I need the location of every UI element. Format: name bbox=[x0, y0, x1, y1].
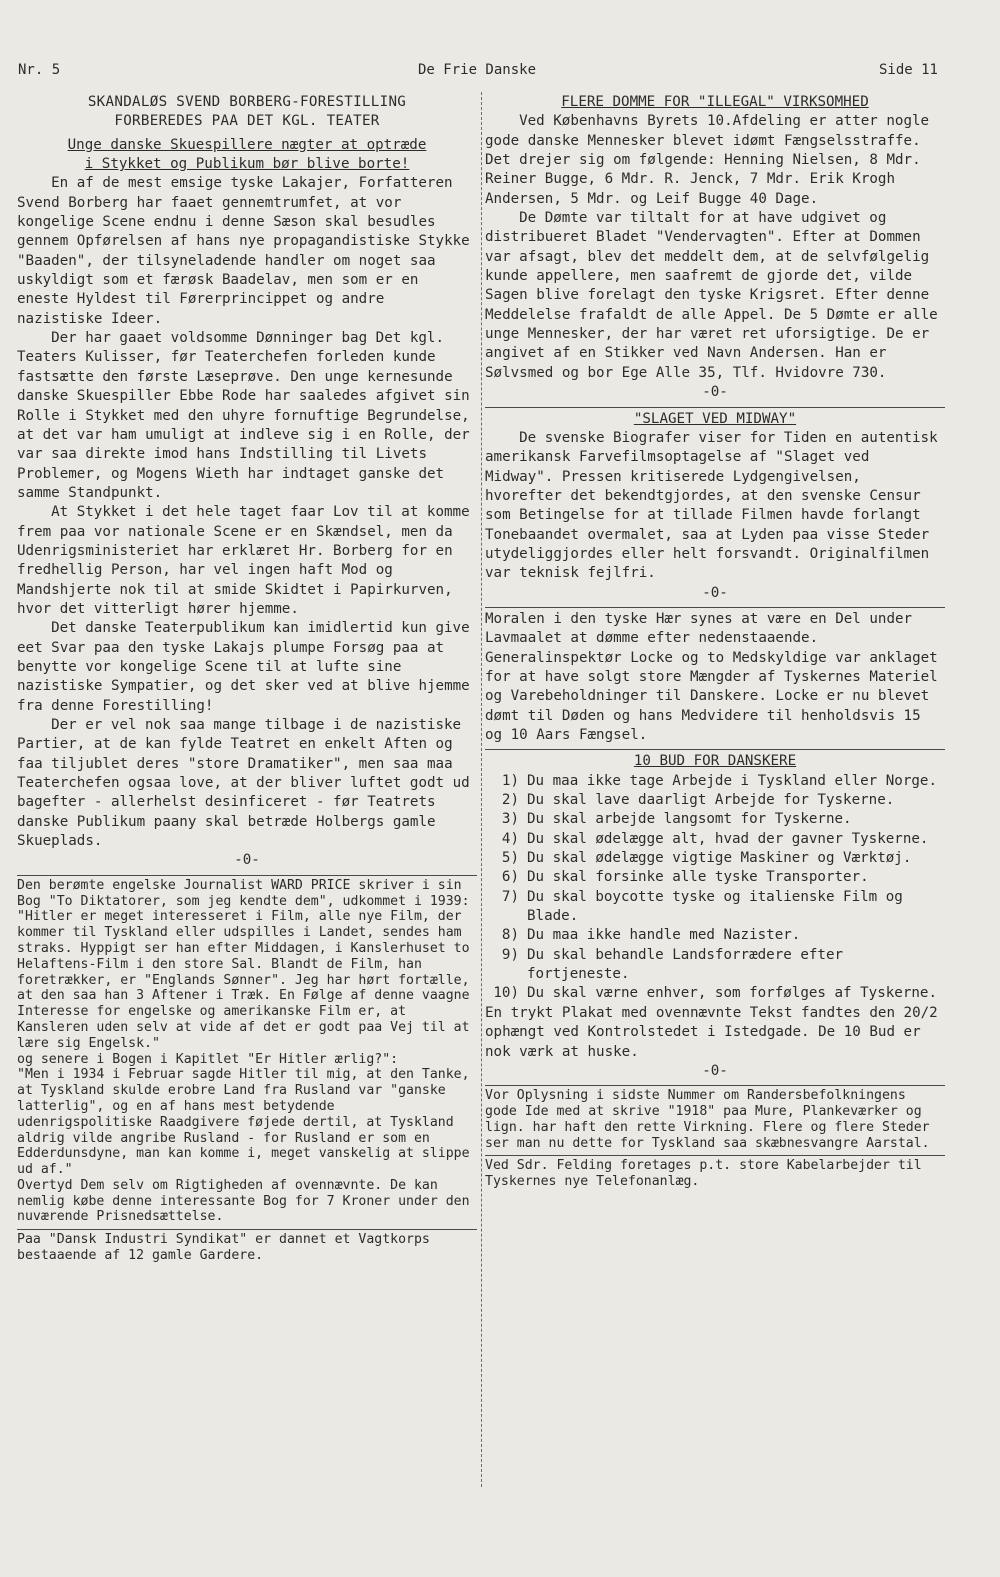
issue-number: Nr. 5 bbox=[18, 62, 61, 78]
borberg-sub-1: Unge danske Skuespillere nægter at optræde bbox=[67, 136, 427, 153]
page-number: Side 11 bbox=[878, 62, 938, 78]
bud-footer: En trykt Plakat med ovennævnte Tekst fandtes den 20/2 ophængt ved Kontrolstedet i Istedgade. De 10 Bud er nok værk at huske. bbox=[485, 1004, 938, 1060]
list-number: 1) bbox=[501, 772, 519, 789]
right-column bbox=[485, 93, 945, 1190]
list-number: 6) bbox=[501, 869, 519, 886]
ward-price-paragraph: og senere i Bogen i Kapitlet "Er Hitler ærlig?": bbox=[17, 1051, 399, 1067]
ward-price-paragraph: Overtyd Dem selv om Rigtigheden af ovennævnte. De kan nemlig købe denne interessante Bog for 7 Kroner under den nuværende Prisnedsættelse. bbox=[17, 1177, 470, 1225]
borberg-paragraph: Det danske Teaterpublikum kan imidlertid kun give eet Svar paa den tyske Lakajs plumpe Forsøg paa at benytte vor kongelige Scene til at lufte sine nazistiske Sympatier, og det sker ved at blive hjemme fra denne Forestilling! bbox=[17, 620, 470, 714]
list-text: Du skal arbejde langsomt for Tyskerne. bbox=[527, 811, 852, 828]
felding-notice bbox=[485, 1158, 945, 1190]
section-rule bbox=[485, 1155, 945, 1156]
list-text: Du skal værne enhver, som forfølges af Tyskerne. bbox=[527, 985, 937, 1002]
list-number: 9) bbox=[501, 946, 519, 963]
borberg-article bbox=[17, 93, 477, 871]
section-rule bbox=[17, 1229, 477, 1230]
moralen-article bbox=[485, 610, 945, 745]
column-divider bbox=[481, 92, 482, 1487]
section-rule bbox=[485, 607, 945, 608]
section-rule bbox=[17, 875, 477, 876]
bud-article bbox=[485, 752, 945, 1081]
vagtkorps-notice bbox=[17, 1232, 477, 1264]
felding-text: Ved Sdr. Felding foretages p.t. store Kabelarbejder til Tyskernes nye Telefonanlæg. bbox=[485, 1158, 922, 1190]
list-number: 3) bbox=[501, 811, 519, 828]
moralen-paragraph: Moralen i den tyske Hær synes at være en Del under Lavmaalet at dømme efter nedenstaaende. bbox=[485, 610, 913, 647]
list-item bbox=[485, 868, 945, 887]
list-text: Du skal ødelægge alt, hvad der gavner Tyskerne. bbox=[527, 830, 929, 847]
separator: -0- bbox=[702, 1062, 728, 1079]
vagtkorps-text: Paa "Dansk Industri Syndikat" er dannet et Vagtkorps bestaaende af 12 gamle Gardere. bbox=[17, 1232, 430, 1264]
borberg-headline-1: SKANDALØS SVEND BORBERG-FORESTILLING bbox=[87, 94, 407, 110]
list-number: 2) bbox=[501, 792, 519, 809]
section-rule bbox=[485, 407, 945, 408]
list-item bbox=[485, 926, 945, 945]
list-item bbox=[485, 946, 945, 985]
randers-notice bbox=[485, 1088, 945, 1151]
left-column bbox=[17, 93, 477, 1264]
midway-paragraph: De svenske Biografer viser for Tiden en autentisk amerikansk Farvefilmsoptagelse af "Slaget ved Midway". Pressen kritiserede Lydgengivelsen, hvorefter det bekendtgjordes, at den svenske Censur som Betingelse for at tillade Filmen havde forlangt Tonebaandet overmalet, saa at Lyden paa visse Steder utydeliggjordes eller helt forsvandt. Originalfilmen var teknisk fejlfri. bbox=[485, 429, 938, 582]
list-number: 7) bbox=[501, 888, 519, 905]
list-number: 4) bbox=[501, 830, 519, 847]
borberg-paragraph: En af de mest emsige tyske Lakajer, Forfatteren Svend Borberg har faaet gennemtrumfet, at vor kongelige Scene endnu i denne Sæson skal besudles gennem Opførelsen af hans nye propagandistiske Stykke "Baaden", der tilsyneladende handler om noget saa uskyldigt som et færøsk Baadelav, men som er en eneste Hyldest til Førerprincippet og andre nazistiske Ideer. bbox=[17, 175, 470, 327]
borberg-paragraph: Der har gaaet voldsomme Dønninger bag Det kgl. Teaters Kulisser, før Teaterchefen forleden kunde fastsætte den første Læseprøve. Den unge kernesunde danske Skuespiller Ebbe Rode har saaledes afgivet sin Rolle i Stykket med den uhyre fornuftige Begrundelse, at det var ham umuligt at indleve sig i en Rolle, der var saa direkte imod hans Indstilling til Livets Problemer, og Mogens Wieth har indtaget ganske det samme Standpunkt. bbox=[17, 330, 470, 501]
domme-title: FLERE DOMME FOR "ILLEGAL" VIRKSOMHED bbox=[561, 94, 869, 110]
list-text: Du maa ikke tage Arbejde i Tyskland eller Norge. bbox=[527, 772, 937, 789]
list-item bbox=[485, 810, 945, 829]
randers-text: Vor Oplysning i sidste Nummer om Randersbefolkningens gode Ide med at skrive "1918" paa Mure, Plankeværker og lign. har haft den rette Virkning. Flere og flere Steder ser man nu dette for Tyskland saa skæbnesvangre Aarstal. bbox=[485, 1088, 930, 1151]
ward-price-quote: "Hitler er meget interesseret i Film, alle nye Film, der kommer til Tyskland eller udspilles i Landet, sendes ham straks. Hyppigt ser han efter Middagen, i Kanslerhuset to Helaftens-Film i den store Sal. Blandt de Film, han foretrækker, er "Englands Sønner". Jeg har hørt fortælle, at den saa han 3 Aftener i Træk. En Følge af denne vaagne Interesse for engelske og amerikanske Film er, at Kansleren uden selv at vide af det er godt paa Vej til at lære sig Engelsk." bbox=[17, 909, 470, 1051]
bud-title: 10 BUD FOR DANSKERE bbox=[633, 753, 797, 770]
paper-name: De Frie Danske bbox=[418, 62, 537, 78]
list-item bbox=[485, 830, 945, 849]
section-rule bbox=[485, 749, 945, 750]
borberg-sub-2: i Stykket og Publikum bør blive borte! bbox=[84, 156, 410, 173]
list-item bbox=[485, 888, 945, 927]
list-number: 10) bbox=[493, 985, 519, 1002]
separator: -0- bbox=[702, 584, 728, 601]
separator: -0- bbox=[234, 852, 260, 869]
ward-price-quote: "Men i 1934 i Februar sagde Hitler til mig, at den Tanke, at Tyskland skulde erobre Land fra Rusland var "ganske latterlig", og en af hans mest betydende udenrigspolitiske Raadgivere føjede dertil, at Tyskland aldrig vilde angribe Rusland - for Rusland er som en Edderdunsdyne, man kan komme i, meget vanskelig at slippe ud af." bbox=[17, 1067, 470, 1178]
list-text: Du maa ikke handle med Nazister. bbox=[527, 927, 801, 944]
moralen-paragraph: Generalinspektør Locke og to Medskyldige var anklaget for at have solgt store Mængder af Tyskernes Materiel og Varebeholdninger til Danskere. Locke er nu blevet dømt til Døden og hans Medvidere til henholdsvis 15 og 10 Aars Fængsel. bbox=[485, 649, 938, 743]
midway-article bbox=[485, 410, 945, 603]
list-number: 8) bbox=[501, 927, 519, 944]
list-item bbox=[485, 772, 945, 791]
list-text: Du skal lave daarligt Arbejde for Tyskerne. bbox=[527, 792, 895, 809]
borberg-paragraph: Der er vel nok saa mange tilbage i de nazistiske Partier, at de kan fylde Teatret en enkelt Aften og faa tiljublet deres "store Dramatiker", men saa maa Teaterchefen ogsaa love, at der bliver luftet godt ud bagefter - allerhelst desinficeret - før Teatrets danske Publikum paany skal betræde Holbergs gamle Skueplads. bbox=[17, 717, 470, 850]
list-text: Du skal ødelægge vigtige Maskiner og Værktøj. bbox=[527, 850, 912, 867]
section-rule bbox=[485, 1085, 945, 1086]
domme-paragraph: Ved Københavns Byrets 10.Afdeling er atter nogle gode danske Mennesker blevet idømt Fængselsstraffe. Det drejer sig om følgende: Henning Nielsen, 8 Mdr. Reiner Bugge, 6 Mdr. R. Jenck, 7 Mdr. Erik Krogh Andersen, 5 Mdr. og Leif Bugge 40 Dage. bbox=[485, 113, 930, 207]
list-number: 5) bbox=[501, 850, 519, 867]
ward-price-paragraph: Den berømte engelske Journalist WARD PRICE skriver i sin Bog "To Diktatorer, som jeg kendte dem", udkommet i 1939: bbox=[17, 877, 470, 909]
list-item bbox=[485, 849, 945, 868]
domme-paragraph: De Dømte var tiltalt for at have udgivet og distribueret Bladet "Vendervagten". Efter at Dommen var afsagt, blev det meddelt dem, at de selvfølgelig kunde appellere, men saafremt de gjorde det, vilde Sagen blive forelagt den tyske Krigsret. Efter denne Meddelelse frafaldt de alle Appel. De 5 Dømte er alle unge Mennesker, der har været ret uforsigtige. De er angivet af en Stikker ved Navn Andersen. Han er Sølvsmed og bor Ege Alle 35, Tlf. Hvidovre 730. bbox=[485, 210, 938, 381]
list-text: Du skal boycotte tyske og italienske Film og Blade. bbox=[527, 888, 903, 925]
borberg-paragraph: At Stykket i det hele taget faar Lov til at komme frem paa vor nationale Scene er en Skændsel, men da Udenrigsministeriet har erklæret Hr. Borberg for en fredhellig Person, har vel ingen haft Mod og Mandshjerte nok til at smide Skidtet i Papirkurven, hvor det vitterligt hører hjemme. bbox=[17, 504, 470, 617]
list-text: Du skal behandle Landsforrædere efter fortjeneste. bbox=[527, 946, 844, 983]
bud-list bbox=[485, 772, 945, 1004]
domme-article bbox=[485, 93, 945, 403]
list-item bbox=[485, 984, 945, 1003]
borberg-headline-2: FORBEREDES PAA DET KGL. TEATER bbox=[114, 113, 380, 130]
separator: -0- bbox=[702, 384, 728, 401]
page-header bbox=[18, 62, 938, 84]
borberg-subheadline bbox=[17, 136, 477, 175]
midway-title: "SLAGET VED MIDWAY" bbox=[633, 410, 797, 427]
ward-price-article bbox=[17, 878, 477, 1226]
list-text: Du skal forsinke alle tyske Transporter. bbox=[527, 869, 869, 886]
list-item bbox=[485, 791, 945, 810]
